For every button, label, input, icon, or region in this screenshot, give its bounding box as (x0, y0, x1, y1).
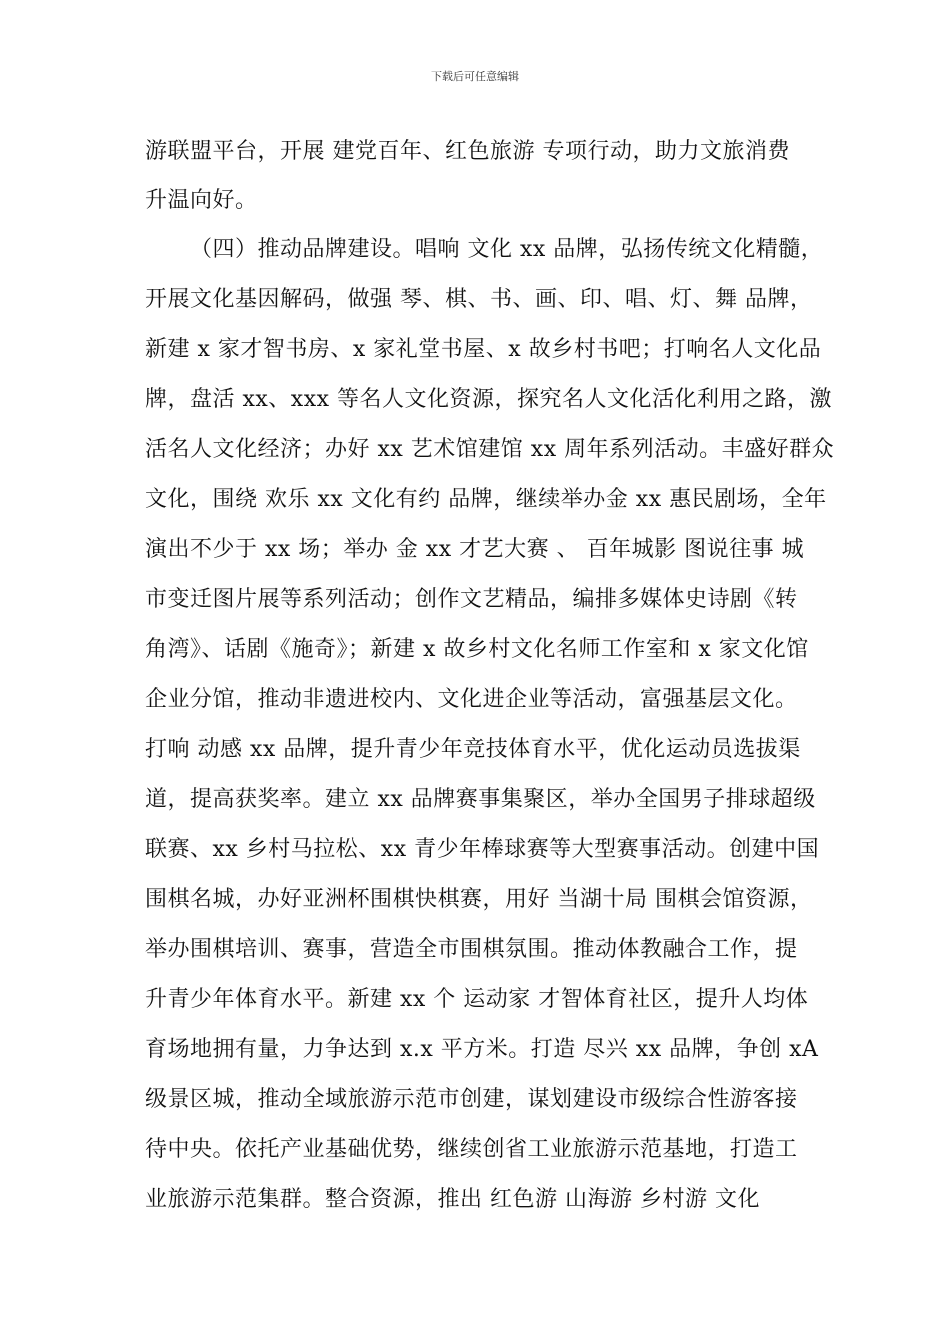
text-line: 演出不少于 xx 场；举办 金 xx 才艺大赛 、 百年城影 图说往事 城 (145, 537, 805, 562)
text-line: 待中央。依托产业基础优势，继续创省工业旅游示范基地，打造工 (145, 1137, 798, 1162)
text-line: 育场地拥有量，力争达到 x.x 平方米。打造 尽兴 xx 品牌，争创 xA (145, 1037, 819, 1062)
text-line: 业旅游示范集群。整合资源，推出 红色游 山海游 乡村游 文化 (145, 1187, 760, 1212)
text-line: 新建 x 家才智书房、x 家礼堂书屋、x 故乡村书吧；打响名人文化品 (145, 337, 822, 362)
text-line: 道，提高获奖率。建立 xx 品牌赛事集聚区，举办全国男子排球超级 (145, 787, 816, 812)
text-line: 牌，盘活 xx、xxx 等名人文化资源，探究名人文化活化利用之路，激 (145, 387, 833, 412)
page-header-note: 下载后可任意编辑 (431, 70, 519, 83)
text-line: 市变迁图片展等系列活动；创作文艺精品，编排多媒体史诗剧《转 (145, 587, 798, 612)
text-line: 游联盟平台，开展 建党百年、红色旅游 专项行动，助力文旅消费 (145, 139, 790, 164)
text-line: 打响 动感 xx 品牌，提升青少年竞技体育水平，优化运动员选拔渠 (145, 737, 801, 762)
paragraph-heading-line: （四）推动品牌建设。唱响 文化 xx 品牌，弘扬传统文化精髓， (190, 237, 824, 262)
text-line: 开展文化基因解码，做强 琴、棋、书、画、印、唱、灯、舞 品牌， (145, 287, 813, 312)
text-line: 企业分馆，推动非遗进校内、文化进企业等活动，富强基层文化。 (145, 687, 798, 712)
text-line: 活名人文化经济；办好 xx 艺术馆建馆 xx 周年系列活动。丰盛好群众 (145, 437, 835, 462)
text-line: 围棋名城，办好亚洲杯围棋快棋赛，用好 当湖十局 围棋会馆资源， (145, 887, 813, 912)
text-line: 文化，围绕 欢乐 xx 文化有约 品牌，继续举办金 xx 惠民剧场，全年 (145, 487, 827, 512)
text-line: 角湾》、话剧《施奇》；新建 x 故乡村文化名师工作室和 x 家文化馆 (145, 637, 809, 662)
text-line: 升青少年体育水平。新建 xx 个 运动家 才智体育社区，提升人均体 (145, 987, 809, 1012)
text-line: 联赛、xx 乡村马拉松、xx 青少年棒球赛等大型赛事活动。创建中国 (145, 837, 820, 862)
text-line: 升温向好。 (145, 188, 258, 213)
text-line: 举办围棋培训、赛事，营造全市围棋氛围。推动体教融合工作，提 (145, 937, 798, 962)
text-line: 级景区城，推动全域旅游示范市创建，谋划建设市级综合性游客接 (145, 1087, 798, 1112)
